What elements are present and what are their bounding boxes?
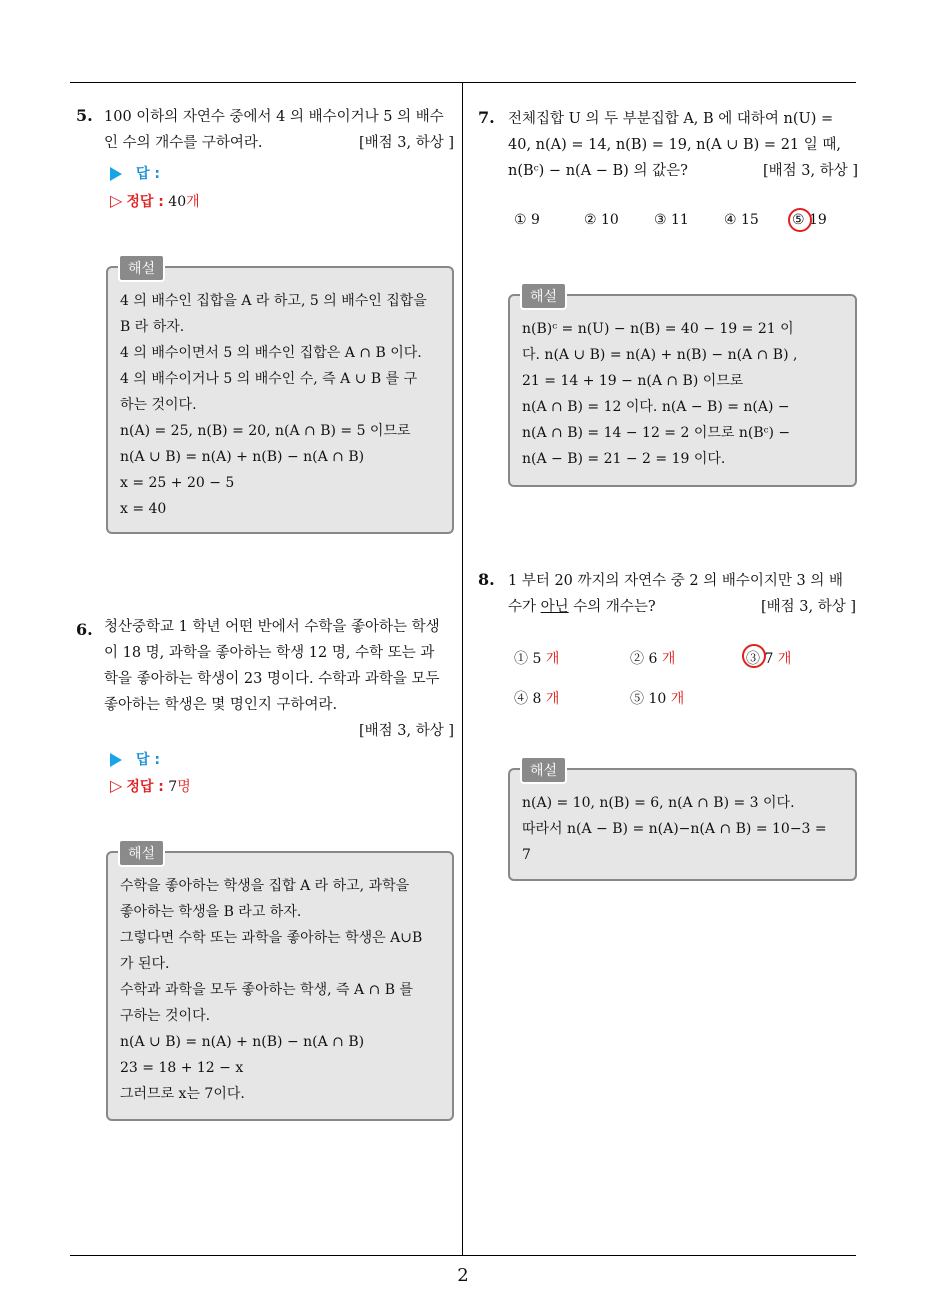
q7-text — [508, 106, 858, 184]
q5-explanation-line: 4 의 배수이거나 5 의 배수인 수, 즉 A ∪ B 를 구 — [120, 371, 418, 387]
q7-choice-3[interactable]: ③ 11 — [654, 212, 689, 228]
selected-circle-icon — [742, 644, 766, 668]
q5-explanation-line: x = 25 + 20 − 5 — [120, 475, 235, 491]
q6-text — [104, 614, 454, 744]
q6-number: 6. — [76, 620, 93, 639]
q8-number: 8. — [478, 570, 495, 589]
choice-value: 10 — [648, 691, 667, 707]
q8-text — [508, 568, 856, 620]
q8-explanation-line: n(A) = 10, n(B) = 6, n(A ∩ B) = 3 이다. — [522, 795, 795, 811]
choice-unit: 개 — [545, 691, 560, 707]
q8-explanation-tag: 해설 — [520, 756, 567, 784]
q6-line: 학을 좋아하는 학생이 23 명이다. 수학과 과학을 모두 — [104, 671, 440, 687]
selected-circle-icon — [788, 208, 812, 232]
q8-line2-a: 수가 — [508, 599, 541, 615]
q6-correct-label: 정답 : — [126, 779, 164, 795]
choice-mark: ④ — [514, 691, 528, 707]
q7-line1: 전체집합 U 의 두 부분집합 A, B 에 대하여 n(U) = — [508, 111, 834, 127]
choice-value: 8 — [532, 691, 542, 707]
q7-line3: n(Bᶜ) − n(A − B) 의 값은? — [508, 163, 688, 179]
q5-number: 5. — [76, 106, 93, 125]
q8-explanation-box — [508, 763, 857, 881]
q7-meta: [배점 3, 하상 ] — [762, 163, 858, 179]
q5-line1: 100 이하의 자연수 중에서 4 의 배수이거나 5 의 배수 — [104, 109, 444, 125]
q6-meta: [배점 3, 하상 ] — [358, 723, 454, 739]
q6-explanation-line: 23 = 18 + 12 − x — [120, 1060, 244, 1076]
choice-value: 6 — [648, 651, 658, 667]
q6-explanation-body — [108, 853, 452, 1117]
q6-explanation-tag: 해설 — [118, 839, 165, 867]
q8-explanation-body — [510, 770, 855, 878]
q5-explanation-line: n(A) = 25, n(B) = 20, n(A ∩ B) = 5 이므로 — [120, 423, 411, 439]
q8-line2-b: 수의 개수는? — [568, 599, 656, 615]
q8-choice-4[interactable] — [514, 688, 559, 708]
q6-explanation-line: n(A ∪ B) = n(A) + n(B) − n(A ∩ B) — [120, 1034, 365, 1050]
q8-choice-5[interactable] — [630, 688, 684, 708]
q7-explanation-line: n(A ∩ B) = 14 − 12 = 2 이므로 n(Bᶜ) − — [522, 425, 791, 441]
choice-unit: 개 — [545, 651, 560, 667]
q6-correct-unit: 명 — [177, 779, 191, 795]
q6-line: 이 18 명, 과학을 좋아하는 학생 12 명, 수학 또는 과 — [104, 645, 435, 661]
q5-explanation-line: 4 의 배수이면서 5 의 배수인 집합은 A ∩ B 이다. — [120, 345, 422, 361]
q6-explanation-line: 그러므로 x는 7이다. — [120, 1086, 245, 1102]
q8-meta: [배점 3, 하상 ] — [760, 599, 856, 615]
q5-explanation-tag: 해설 — [118, 254, 165, 282]
q5-correct-label: 정답 : — [126, 194, 164, 210]
q6-explanation-line: 수학을 좋아하는 학생을 집합 A 라 하고, 과학을 — [120, 878, 410, 894]
q8-choice-1[interactable] — [514, 648, 559, 668]
choice-value: 7 — [764, 651, 774, 667]
q7-explanation-line: n(A − B) = 21 − 2 = 19 이다. — [522, 451, 726, 467]
q7-explanation-line: 다. n(A ∪ B) = n(A) + n(B) − n(A ∩ B) , — [522, 347, 798, 363]
q6-explanation-line: 가 된다. — [120, 956, 170, 972]
q5-correct-unit: 개 — [186, 194, 200, 210]
q6-explanation-line: 구하는 것이다. — [120, 1008, 211, 1024]
bottom-rule — [70, 1255, 856, 1256]
choice-unit: 개 — [670, 691, 685, 707]
q5-answer-label: 답 : — [136, 166, 160, 182]
q7-choice-5[interactable]: ⑤ 19 — [792, 212, 827, 228]
q5-text — [104, 104, 454, 156]
column-divider — [462, 83, 463, 1255]
q6-answer-row — [110, 749, 160, 769]
open-triangle-icon: ▷ — [110, 776, 123, 795]
page-number: 2 — [457, 1265, 469, 1286]
q5-explanation-body — [108, 268, 452, 532]
top-rule — [70, 82, 856, 83]
q8-explanation-line: 7 — [522, 847, 531, 863]
q6-answer-label: 답 : — [136, 752, 160, 768]
q7-choice-4[interactable]: ④ 15 — [724, 212, 759, 228]
q7-explanation-body — [510, 296, 855, 482]
q5-answer-row — [110, 163, 160, 183]
q5-explanation-line: x = 40 — [120, 501, 167, 517]
choice-mark: ⑤ — [630, 691, 644, 707]
q6-line: 좋아하는 학생은 몇 명인지 구하여라. — [104, 697, 338, 713]
choice-unit: 개 — [661, 651, 676, 667]
q7-line2: 40, n(A) = 14, n(B) = 19, n(A ∪ B) = 21 일 때, — [508, 137, 841, 153]
choice-mark: ① — [514, 651, 528, 667]
play-triangle-icon — [110, 753, 122, 767]
q5-correct-row — [110, 191, 200, 211]
q6-correct-row — [110, 776, 191, 796]
open-triangle-icon: ▷ — [110, 191, 123, 210]
q5-explanation-box — [106, 261, 454, 534]
q6-explanation-line: 수학과 과학을 모두 좋아하는 학생, 즉 A ∩ B 를 — [120, 982, 414, 998]
play-triangle-icon — [110, 167, 122, 181]
q6-correct-value: 7 — [168, 779, 178, 795]
q7-explanation-line: n(B)ᶜ = n(U) − n(B) = 40 − 19 = 21 이 — [522, 321, 794, 337]
q7-explanation-line: n(A ∩ B) = 12 이다. n(A − B) = n(A) − — [522, 399, 790, 415]
q6-line: 청산중학교 1 학년 어떤 반에서 수학을 좋아하는 학생 — [104, 619, 440, 635]
choice-unit: 개 — [777, 651, 792, 667]
q7-explanation-tag: 해설 — [520, 282, 567, 310]
q7-explanation-line: 21 = 14 + 19 − n(A ∩ B) 이므로 — [522, 373, 744, 389]
q6-explanation-line: 그렇다면 수학 또는 과학을 좋아하는 학생은 A∪B — [120, 930, 423, 946]
q5-explanation-line: 4 의 배수인 집합을 A 라 하고, 5 의 배수인 집합을 — [120, 293, 427, 309]
q8-line2-underline: 아닌 — [540, 599, 569, 615]
q7-choice-1[interactable]: ① 9 — [514, 212, 540, 228]
q7-explanation-box — [508, 289, 857, 487]
q6-explanation-line: 좋아하는 학생을 B 라고 하자. — [120, 904, 302, 920]
q5-correct-value: 40 — [168, 194, 187, 210]
q8-explanation-line: 따라서 n(A − B) = n(A)−n(A ∩ B) = 10−3 = — [522, 821, 827, 837]
q8-choice-2[interactable] — [630, 648, 675, 668]
choice-mark: ③ — [746, 651, 760, 667]
q5-meta: [배점 3, 하상 ] — [358, 135, 454, 151]
q8-line1: 1 부터 20 까지의 자연수 중 2 의 배수이지만 3 의 배 — [508, 573, 843, 589]
q5-explanation-line: B 라 하자. — [120, 319, 185, 335]
choice-mark: ② — [630, 651, 644, 667]
q7-choice-2[interactable]: ② 10 — [584, 212, 619, 228]
q5-explanation-line: 하는 것이다. — [120, 397, 197, 413]
choice-value: 5 — [532, 651, 542, 667]
q5-line2: 인 수의 개수를 구하여라. — [104, 135, 263, 151]
q6-explanation-box — [106, 846, 454, 1121]
q7-number: 7. — [478, 108, 495, 127]
q5-explanation-line: n(A ∪ B) = n(A) + n(B) − n(A ∩ B) — [120, 449, 365, 465]
